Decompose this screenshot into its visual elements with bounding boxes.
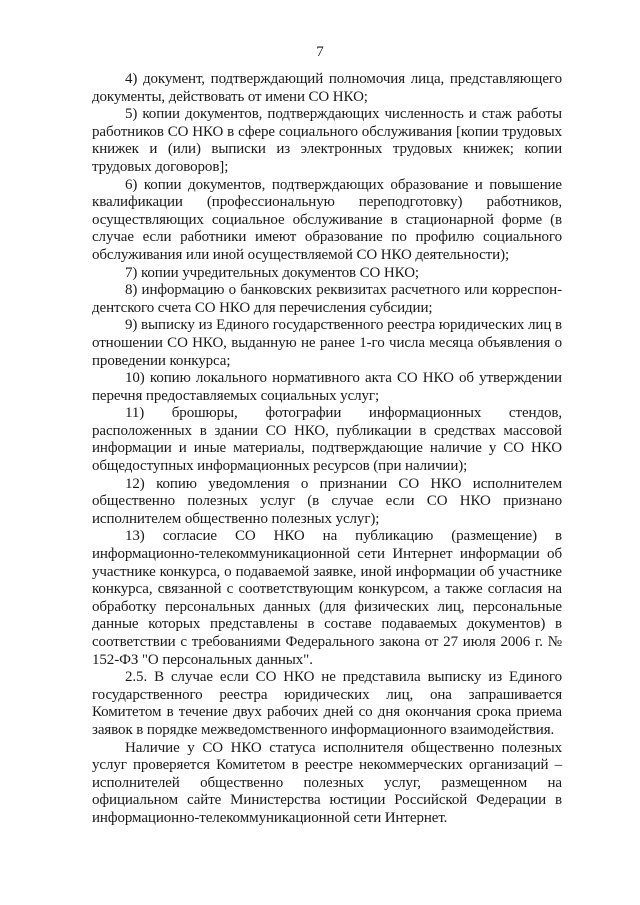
list-item-12: 12) копию уведомления о признании СО НКО исполнителем общественно полезных услуг (в случае если СО НКО признано исполнителем общественно полезных услуг);: [92, 475, 562, 527]
document-body: [92, 71, 562, 828]
list-item-8: 8) информацию о банковских реквизитах расчетного или корреспон-дентского счета СО НКО для перечисления субсидии;: [92, 282, 562, 316]
page-number: 7: [316, 44, 324, 60]
list-item-4: 4) документ, подтверждающий полномочия лица, представляющего документы, действовать от имени СО НКО;: [92, 71, 562, 105]
list-item-10: 10) копию локального нормативного акта СО НКО об утверждении перечня предоставляемых социальных услуг;: [92, 370, 562, 404]
status-check-paragraph: Наличие у СО НКО статуса исполнителя общественно полезных услуг проверяется Комитетом в реестре некоммерческих организаций – исполнителей общественно полезных услуг, размещенном на официальном сайте Министерства юстиции Российской Федерации в информационно-телекоммуникационной сети Интернет.: [92, 739, 562, 826]
list-item-6: 6) копии документов, подтверждающих образование и повышение квалификации (профессиональную переподготовку) работников, осуществляющих социальное обслуживание в стационарной форме (в случае если работники имеют образование по профилю социального обслуживания или иной осуществляемой СО НКО деятельности);: [92, 176, 562, 263]
list-item-13: 13) согласие СО НКО на публикацию (размещение) в информационно-телекоммуникационной сети Интернет информации об участнике конкурса, о подаваемой заявке, иной информации об участнике конкурса, связанной с соответствующим конкурсом, а также согласия на обработку персональных данных (для физических лиц, персональные данные которых представлены в составе подаваемых документов) в соответствии с требованиями Федерального закона от 27 июля 2006 г. № 152-ФЗ "О персональных данных".: [92, 528, 562, 668]
list-item-9: 9) выписку из Единого государственного реестра юридических лиц в отношении СО НКО, выданную не ранее 1-го числа месяца объявления о проведении конкурса;: [92, 317, 562, 369]
section-2-5-paragraph: 2.5. В случае если СО НКО не представила выписку из Единого государственного реестра юридических лиц, она запрашивается Комитетом в течение двух рабочих дней со дня окончания срока приема заявок в порядке межведомственного информационного взаимодействия.: [92, 669, 562, 738]
list-item-11: 11) брошюры, фотографии информационных стендов, расположенных в здании СО НКО, публикации в средствах массовой информации и иные материалы, подтверждающие наличие у СО НКО общедоступных информационных ресурсов (при наличии);: [92, 405, 562, 475]
list-item-7: 7) копии учредительных документов СО НКО;: [125, 264, 419, 281]
list-item-5: 5) копии документов, подтверждающих численность и стаж работы работников СО НКО в сфере социального обслуживания [копии трудовых книжек и (или) выписки из электронных трудовых книжек; копии трудовых договоров];: [92, 106, 562, 175]
